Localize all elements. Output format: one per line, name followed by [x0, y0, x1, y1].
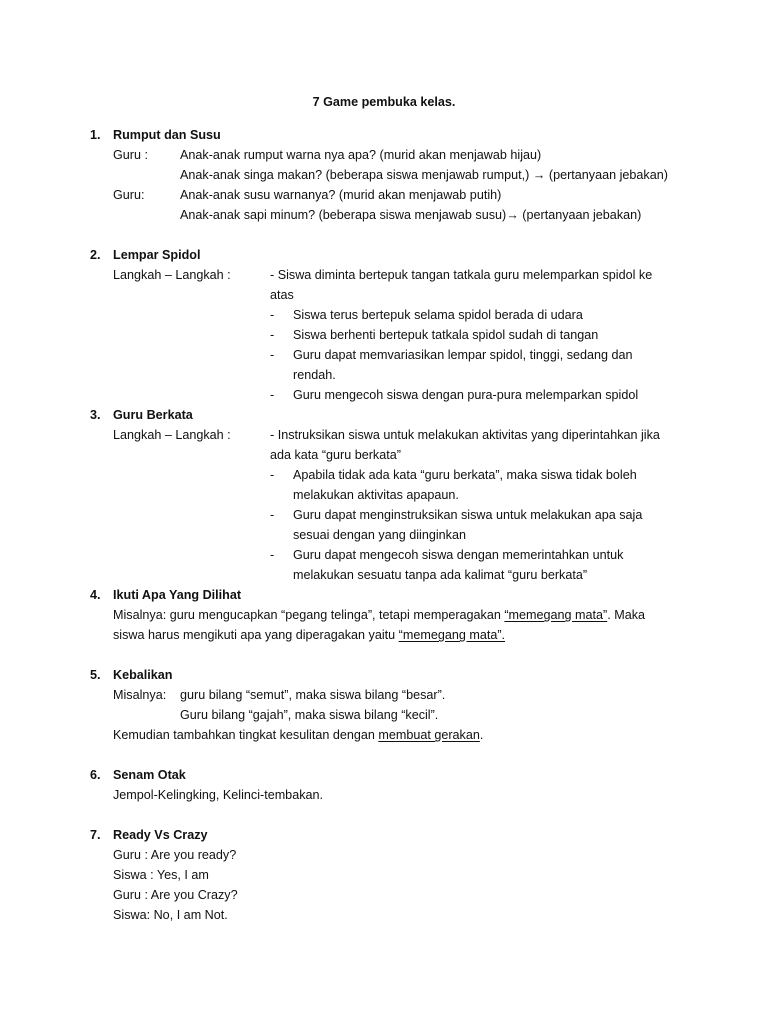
- document-title: 7 Game pembuka kelas.: [312, 95, 456, 109]
- section-7-line-2: Siswa : Yes, I am: [113, 868, 209, 882]
- section-3-intro-line-2: ada kata “guru berkata”: [270, 448, 401, 462]
- section-5-line-1: guru bilang “semut”, maka siswa bilang “besar”.: [180, 688, 446, 702]
- section-2-bullet-4: Guru mengecoh siswa dengan pura-pura melemparkan spidol: [293, 388, 639, 402]
- section-4-line-1-text: Misalnya: guru mengucapkan “pegang telinga”, tetapi memperagakan: [113, 608, 505, 622]
- section-3-heading: Guru Berkata: [113, 408, 193, 422]
- section-4-heading: Ikuti Apa Yang Dilihat: [113, 588, 242, 602]
- section-1-speaker-guru-2: Guru:: [113, 188, 145, 202]
- section-6-heading: Senam Otak: [113, 768, 186, 782]
- section-4-line-1-end: . Maka: [607, 608, 646, 622]
- section-4-number: 4.: [90, 588, 101, 602]
- section-2-intro-line-2: atas: [270, 288, 294, 302]
- section-5-line-3: [113, 725, 483, 745]
- bullet-dash: -: [270, 308, 275, 322]
- section-3-bullet-2-line-2: sesuai dengan yang diinginkan: [293, 528, 466, 542]
- section-3-bullet-2-line-1: Guru dapat menginstruksikan siswa untuk melakukan apa saja: [293, 508, 643, 522]
- section-1-line-3: Anak-anak susu warnanya? (murid akan menjawab putih): [180, 188, 502, 202]
- section-3-bullet-3-line-2: melakukan sesuatu tanpa ada kalimat “guru berkata”: [293, 568, 588, 582]
- bullet-dash: -: [270, 548, 275, 562]
- section-1-line-1: Anak-anak rumput warna nya apa? (murid akan menjawab hijau): [180, 148, 542, 162]
- section-7-line-1: Guru : Are you ready?: [113, 848, 237, 862]
- section-2-bullet-3-line-2: rendah.: [293, 368, 336, 382]
- underlined-phrase: “memegang mata”.: [398, 628, 506, 642]
- section-1-line-2: Anak-anak singa makan? (beberapa siswa menjawab rumput,) → (pertanyaan jebakan): [180, 168, 668, 182]
- underlined-phrase: “memegang mata”: [504, 608, 608, 622]
- section-7-number: 7.: [90, 828, 101, 842]
- section-3-bullet-1-line-1: Apabila tidak ada kata “guru berkata”, maka siswa tidak boleh: [293, 468, 637, 482]
- section-6-number: 6.: [90, 768, 101, 782]
- section-2-bullet-3-line-1: Guru dapat memvariasikan lempar spidol, tinggi, sedang dan: [293, 348, 633, 362]
- section-2-heading: Lempar Spidol: [113, 248, 201, 262]
- bullet-dash: -: [270, 388, 275, 402]
- section-7-line-3: Guru : Are you Crazy?: [113, 888, 238, 902]
- bullet-dash: -: [270, 468, 275, 482]
- section-1-speaker-guru: Guru :: [113, 148, 148, 162]
- underlined-phrase: membuat gerakan: [378, 728, 480, 742]
- section-5-line-2: Guru bilang “gajah”, maka siswa bilang “kecil”.: [180, 708, 439, 722]
- section-3-number: 3.: [90, 408, 101, 422]
- section-3-intro-line-1: - Instruksikan siswa untuk melakukan aktivitas yang diperintahkan jika: [270, 428, 660, 442]
- section-3-bullet-3-line-1: Guru dapat mengecoh siswa dengan memerintahkan untuk: [293, 548, 624, 562]
- section-4-line-2: [113, 625, 505, 645]
- section-2-bullet-2: Siswa berhenti bertepuk tatkala spidol sudah di tangan: [293, 328, 599, 342]
- section-2-intro-line-1: - Siswa diminta bertepuk tangan tatkala guru melemparkan spidol ke: [270, 268, 653, 282]
- section-5-heading: Kebalikan: [113, 668, 173, 682]
- bullet-dash: -: [270, 508, 275, 522]
- section-2-steps-label: Langkah – Langkah :: [113, 268, 231, 282]
- section-1-heading: Rumput dan Susu: [113, 128, 221, 142]
- section-1-number: 1.: [90, 128, 101, 142]
- section-2-bullet-1: Siswa terus bertepuk selama spidol berada di udara: [293, 308, 583, 322]
- section-2-number: 2.: [90, 248, 101, 262]
- section-4-line-1: [113, 605, 645, 625]
- section-3-steps-label: Langkah – Langkah :: [113, 428, 231, 442]
- section-5-number: 5.: [90, 668, 101, 682]
- section-5-misal-label: Misalnya:: [113, 688, 167, 702]
- bullet-dash: -: [270, 328, 275, 342]
- section-1-line-4: Anak-anak sapi minum? (beberapa siswa menjawab susu)→ (pertanyaan jebakan): [180, 208, 642, 222]
- section-5-line-3-text: Kemudian tambahkan tingkat kesulitan dengan: [113, 728, 379, 742]
- section-4-line-2-text: siswa harus mengikuti apa yang diperagakan yaitu: [113, 628, 399, 642]
- section-3-bullet-1-line-2: melakukan aktivitas apapaun.: [293, 488, 459, 502]
- section-7-line-4: Siswa: No, I am Not.: [113, 908, 228, 922]
- section-6-line-1: Jempol-Kelingking, Kelinci-tembakan.: [113, 788, 323, 802]
- section-5-line-3-end: .: [479, 728, 484, 742]
- section-7-heading: Ready Vs Crazy: [113, 828, 208, 842]
- bullet-dash: -: [270, 348, 275, 362]
